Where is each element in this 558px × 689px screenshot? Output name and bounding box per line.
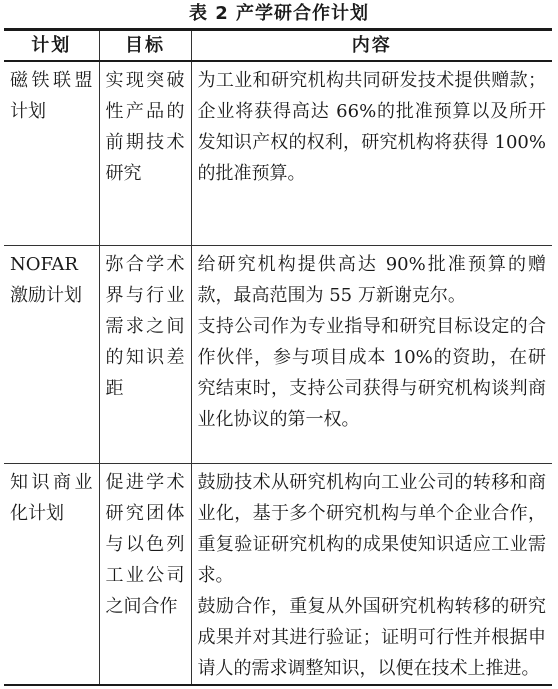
content-cell (191, 463, 552, 685)
content-paragraph: 给研究机构提供高达 90%批准预算的赠款，最高范围为 55 万新谢克尔。 (197, 253, 546, 306)
content-cell (191, 61, 552, 245)
content-paragraph: 鼓励合作，重复从外国研究机构转移的研究成果并对其进行验证；证明可行性并根据申请人的需求调整知识，以便在技术上推进。 (197, 595, 546, 679)
goal-cell: 实现突破性产品的前期技术研究 (99, 61, 191, 245)
content-paragraph: 支持公司作为专业指导和研究目标设定的合作伙伴，参与项目成本 10%的资助，在研究结束时，支持公司获得与研究机构谈判商业化协议的第一权。 (197, 315, 546, 430)
table-header-row (4, 30, 552, 62)
goal-cell: 弥合学术界与行业需求之间的知识差距 (99, 245, 191, 463)
plan-cell: 磁铁联盟计划 (4, 61, 99, 245)
content-paragraph: 为工业和研究机构共同研发技术提供赠款；企业将获得高达 66%的批准预算以及所开发知识产权的权利，研究机构将获得 100%的批准预算。 (197, 70, 546, 184)
table-row (4, 245, 552, 463)
column-header-content: 内容 (191, 30, 552, 62)
plan-cell: 知识商业化计划 (4, 463, 99, 685)
goal-cell: 促进学术研究团体与以色列工业公司之间合作 (99, 463, 191, 685)
table-row (4, 463, 552, 685)
content-cell (191, 245, 552, 463)
cooperation-plan-table (4, 28, 552, 686)
column-header-plan: 计划 (4, 30, 99, 62)
plan-cell: NOFAR激励计划 (4, 245, 99, 463)
table-title: 表 2 产学研合作计划 (188, 3, 370, 24)
table-row (4, 61, 552, 245)
content-paragraph: 鼓励技术从研究机构向工业公司的转移和商业化，基于多个研究机构与单个企业合作，重复验证研究机构的成果使知识适应工业需求。 (197, 471, 546, 586)
column-header-goal: 目标 (99, 30, 191, 62)
